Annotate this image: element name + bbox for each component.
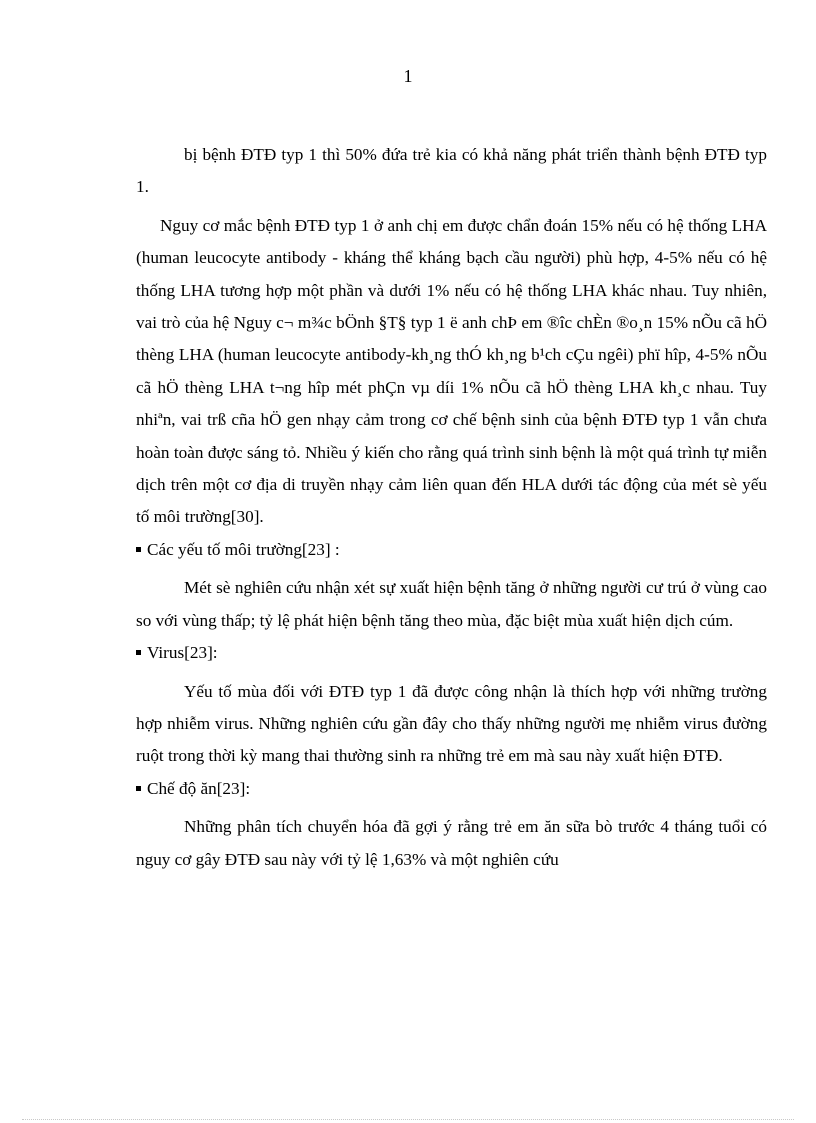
page-bottom-divider — [22, 1119, 794, 1120]
bullet-icon — [136, 547, 141, 552]
paragraph-sibling-risk: Nguy cơ mắc bệnh ĐTĐ typ 1 ở anh chị em được chẩn đoán 15% nếu có hệ thống LHA (human leucocyte antibody - kháng thể kháng bạch cầu người) phù hợp, 4-5% nếu có hệ thống LHA tương hợp một phần và dưới 1% nếu có hệ thống LHA khác nhau. Tuy nhiên, vai trò của hệ Nguy c¬ m¾c bÖnh §T§ typ 1 ë anh chÞ em ®îc chÈn ®o¸n 15% nÕu cã hÖ thèng LHA (human leucocyte antibody-kh¸ng thÓ kh¸ng b¹ch cÇu ngêi) phï hîp, 4-5% nÕu cã hÖ thèng LHA t¬ng hîp mét phÇn vµ díi 1% nÕu cã hÖ thèng LHA kh¸c nhau. Tuy nhiªn, vai trß cña hÖ gen nhạy cảm trong cơ chế bệnh sinh của bệnh ĐTĐ typ 1 vẫn chưa hoàn toàn được sáng tỏ. Nhiều ý kiến cho rằng quá trình sinh bệnh là một quá trình tự miễn dịch trên một cơ địa di truyền nhạy cảm liên quan đến HLA dưới tác động của mét sè yếu tố môi trường[30]. — [136, 215, 767, 527]
heading-diet-text: Chế độ ăn[23]: — [147, 778, 251, 798]
paragraph-diet: Những phân tích chuyển hóa đã gợi ý rằng trẻ em ăn sữa bò trước 4 tháng tuổi có nguy cơ gây ĐTĐ sau này với tỷ lệ 1,63% và một nghiên cứu — [136, 817, 767, 869]
heading-diet — [136, 773, 767, 805]
bullet-icon — [136, 650, 141, 655]
heading-virus — [136, 637, 767, 669]
heading-environment-text: Các yếu tố môi trường[23] : — [147, 539, 340, 559]
page-number: 1 — [403, 66, 413, 86]
paragraph-inheritance-risk: bị bệnh ĐTĐ typ 1 thì 50% đứa trẻ kia có khả năng phát triển thành bệnh ĐTĐ typ 1. — [136, 145, 767, 197]
paragraph-environment: Mét sè nghiên cứu nhận xét sự xuất hiện bệnh tăng ở những người cư trú ở vùng cao so với vùng thấp; tỷ lệ phát hiện bệnh tăng theo mùa, đặc biệt mùa xuất hiện dịch cúm. — [136, 578, 767, 630]
heading-virus-text: Virus[23]: — [147, 643, 218, 663]
document-body — [136, 139, 767, 876]
bullet-icon — [136, 786, 141, 791]
paragraph-virus: Yếu tố mùa đối với ĐTĐ typ 1 đã được công nhận là thích hợp với những trường hợp nhiễm virus. Những nghiên cứu gần đây cho thấy những người mẹ nhiễm virus đường ruột trong thời kỳ mang thai thường sinh ra những trẻ em mà sau này xuất hiện ĐTĐ. — [136, 681, 767, 766]
heading-environment — [136, 534, 767, 566]
